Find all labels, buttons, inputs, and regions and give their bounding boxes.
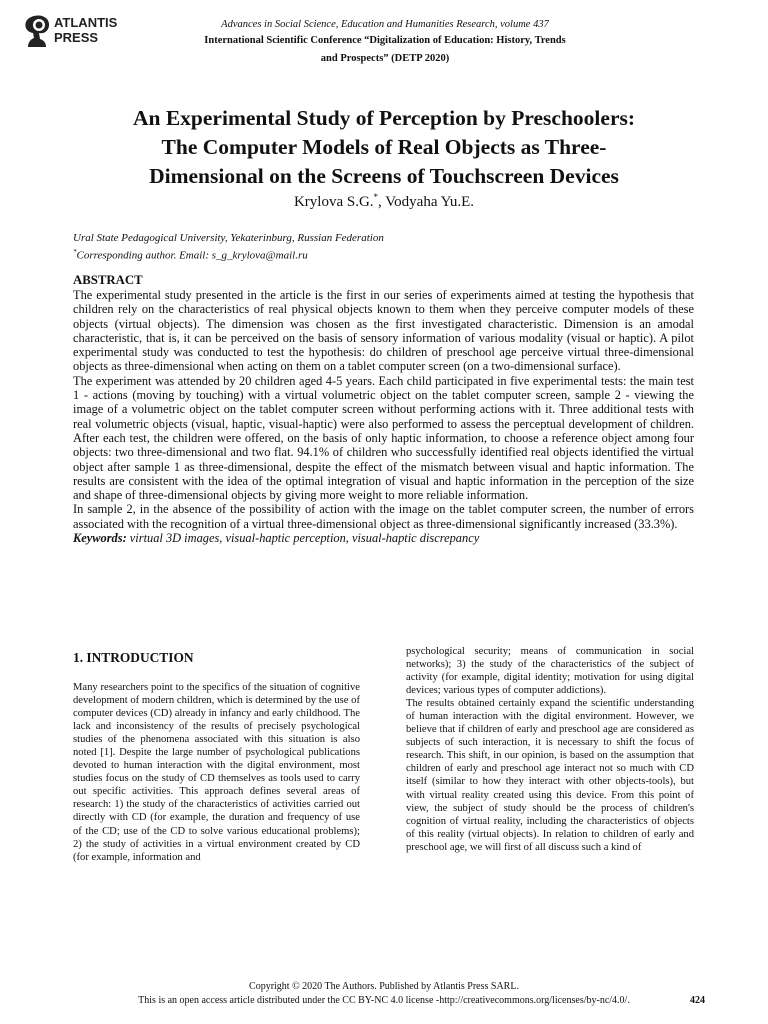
- intro-left-paragraph: Many researchers point to the specifics of the situation of cognitive development of modern children, which is determined by the use of computer devices (CD) already in infancy and early childhood. The lack and inconsistency of the results of precisely psychological studies of the phenomena associated with this situation is also noted [1]. Despite the large number of psychological publications devoted to human interaction with the digital environment, most studies focus on the study of CD themselves as tools used to carry out specific activities. This approach defines several areas of research: 1) the study of the characteristics of activities carried out directly with CD (for example, the duration and frequency of use of the CD; use of the CD to solve various educational problems); 2) the study of activities in a virtual environment created by CD (for example, information and: [73, 682, 360, 863]
- keywords: [73, 531, 694, 545]
- corresponding-mark-affil: *: [73, 248, 77, 256]
- conference-line-1: International Scientific Conference “Digitalization of Education: History, Trends: [204, 35, 566, 46]
- license-line: This is an open access article distributed under the CC BY-NC 4.0 license -http://creativecommons.org/licenses/by-nc/4.0/.: [138, 995, 630, 1006]
- corresponding-author-email: Corresponding author. Email: s_g_krylova@mail.ru: [76, 249, 308, 262]
- abstract-paragraph-1: The experimental study presented in the article is the first in our series of experiments aimed at testing the hypothesis that children rely on the characteristics of real physical objects known to them when they perceive computer models of these objects (virtual objects). The dimension was chosen as the first investigated characteristic. Dimension is an amodal characteristic, that is, it can be perceived on the basis of sensory information of various modality (visual or haptic). A pilot experimental study was conducted to test the hypothesis: do children of preschool age perceive virtual three-dimensional objects as three-dimensional when acting on them on a tablet computer screen (on a two-dimensional surface).: [73, 288, 694, 374]
- journal-name: Advances in Social Science, Education and Humanities Research, volume 437: [221, 19, 549, 30]
- title-line-1: An Experimental Study of Perception by Preschoolers:: [132, 106, 636, 130]
- abstract-heading: ABSTRACT: [73, 273, 143, 287]
- paper-title: [40, 104, 728, 191]
- affiliation-line: Ural State Pedagogical University, Yekaterinburg, Russian Federation: [73, 232, 384, 244]
- abstract-paragraph-2: The experiment was attended by 20 children aged 4-5 years. Each child participated in five experimental tests: the main test 1 - actions (moving by touching) with a virtual volumetric object on the tablet computer screen, sample 2 - viewing the image of a volumetric object on the tablet computer screen without performing actions with it. Three additional tests with real volumetric objects (visual, haptic, visual-haptic) were also performed to assess the perceptual development of children. After each test, the children were offered, on the basis of only haptic information, to choose a reference object among four objects: two three-dimensional and two flat. 94.1% of children who successfully identified real objects identified the virtual object after sample 1 as three-dimensional, despite the effect of the mismatch between visual and haptic information. The results are consistent with the idea of the optimal integration of visual and haptic information in the perception of the size and shape of three-dimensional objects by giving more weight to more reliable information.: [73, 373, 694, 503]
- keywords-list: virtual 3D images, visual-haptic perception, visual-haptic discrepancy: [126, 531, 480, 546]
- conference-line-2: and Prospects” (DETP 2020): [320, 53, 450, 64]
- abstract-paragraph-3: In sample 2, in the absence of the possibility of action with the image on the tablet computer screen, the number of errors associated with the recognition of a virtual three-dimensional object as three-dimensional significantly increased (33.3%).: [73, 502, 694, 531]
- publisher-logo: [22, 14, 117, 48]
- atlas-figure-icon: [22, 14, 52, 48]
- affiliation: [73, 231, 384, 263]
- author-list: [0, 192, 768, 211]
- title-line-2: The Computer Models of Real Objects as Three-: [161, 135, 607, 159]
- publisher-name-line2: PRESS: [54, 30, 99, 45]
- left-column: [73, 650, 360, 864]
- publisher-name: [54, 15, 117, 45]
- intro-right-paragraph-1: psychological security; means of communication in social networks); 3) the study of the characteristics of the subject of activity (for example, digital identity; motivation for using digital devices; various types of computer addictions).: [406, 646, 694, 697]
- introduction-heading: 1. INTRODUCTION: [73, 650, 194, 665]
- intro-right-paragraph-2: The results obtained certainly expand the scientific understanding of human interaction with the digital environment. However, we believe that if children of early and preschool age are considered as subjects of such interaction, it is necessary to shift the focus of research. This shift, in our opinion, is based on the assumption that children of early and preschool age interact not so much with CD itself (similar to how they interact with other objects-tools), but with virtual reality created using this device. From this point of view, the subject of study should be the process of children's cognition of virtual reality, including the characteristics of objects of this reality (virtual objects). In relation to children of early and preschool age, we will first of all discuss such a kind of: [406, 698, 694, 853]
- running-header: [160, 18, 610, 68]
- right-column: [406, 645, 694, 854]
- abstract-section: [73, 272, 694, 545]
- corresponding-author-line: [73, 245, 384, 263]
- publisher-name-line1: ATLANTIS: [54, 15, 118, 30]
- author-rest: , Vodyaha Yu.E.: [378, 194, 475, 210]
- title-line-3: Dimensional on the Screens of Touchscreen Devices: [149, 164, 619, 188]
- keywords-label: Keywords:: [73, 531, 127, 546]
- copyright-line: Copyright © 2020 The Authors. Published by Atlantis Press SARL.: [249, 981, 519, 992]
- author-first: Krylova S.G.: [293, 194, 374, 210]
- page-number: 424: [690, 995, 705, 1006]
- page-footer: [0, 980, 768, 1008]
- corresponding-mark: *: [373, 192, 379, 202]
